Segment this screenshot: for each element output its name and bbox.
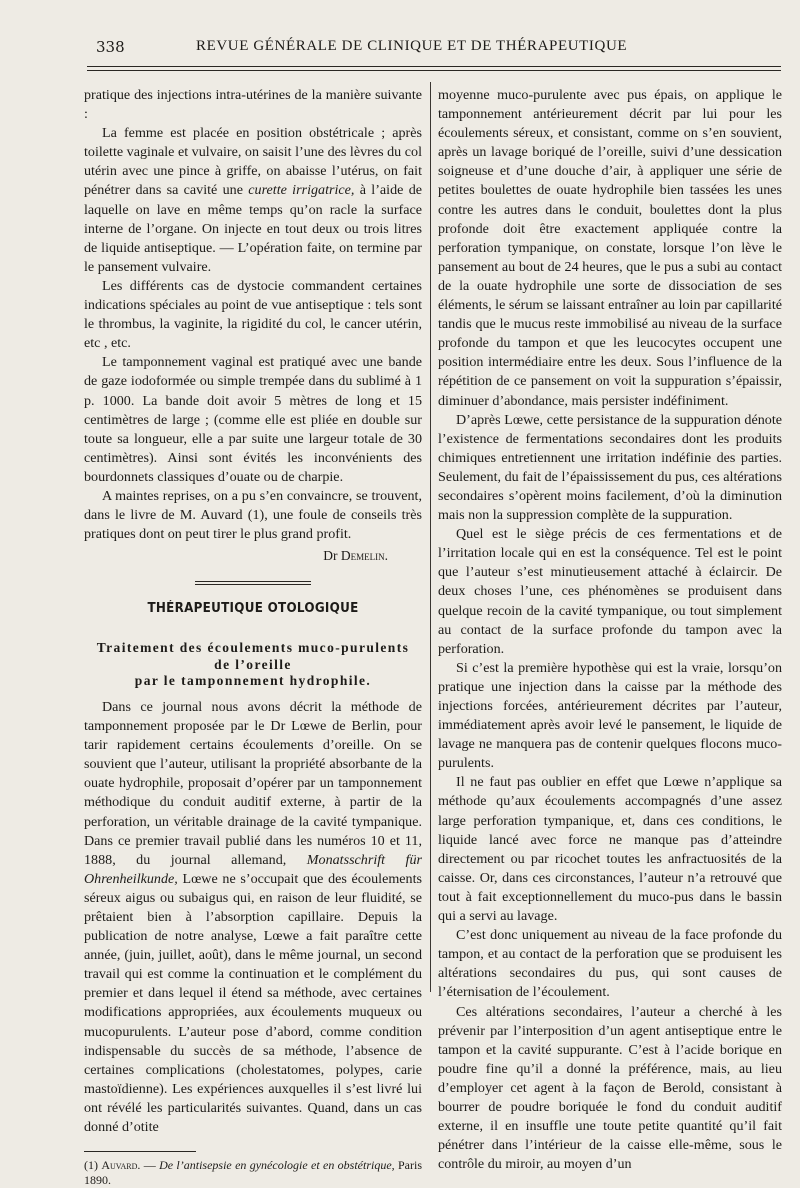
paragraph: Il ne faut pas oublier en effet que Lœwe n’applique sa méthode qu’aux écoulements accompagnés d’une assez large perforation tympanique, et, dans ces conditions, le liquide lancé avec force ne manque pas d’atteindre directement ou par ricochet toutes les anfractuosités de la caisse. Or, dans ces circonstances, l’auteur n’a retrouvé que tout à fait exceptionnellement du muco-pus dans le bassin qui a servi au lavage. xyxy=(438,774,782,925)
article-title-line: Traitement des écoulements muco-purulents xyxy=(96,640,410,656)
section-title: THÉRAPEUTIQUE OTOLOGIQUE xyxy=(147,601,359,617)
footnote-dash: — xyxy=(140,1158,160,1173)
section-divider-thin xyxy=(195,584,311,585)
paragraph: Les différents cas de dystocie commandent certaines indications spéciales au point de vue antiseptique : tels sont le thrombus, la vaginite, la rigidité du col, le cancer utérin, etc , etc. xyxy=(84,277,422,352)
text-run: La femme est placée en position obstétricale ; après toilette vaginale et vulvaire, on saisit l’une des lèvres du col utérin avec une pince à griffe, on abaisse l’utérus, on fait pénétrer dans sa cavité une xyxy=(84,125,422,199)
paragraph xyxy=(84,124,422,277)
paragraph: pratique des injections intra-utérines de la manière suivante : xyxy=(84,87,422,123)
text-run: à l’aide de laquelle on lave en même temps qu’on racle la surface interne de l’organe. On injecte en tout deux ou trois litres de liquide antiseptique. — L’opération faite, on termine par le pansement vulvaire. xyxy=(84,182,422,275)
footnote xyxy=(84,1158,422,1188)
text-run: Dans ce journal nous avons décrit la méthode de tamponnement proposée par le Dr Lœwe de Berlin, pour tarir rapidement certains écoulements d’oreille. On se souvient que l’auteur, utilisant la propriété absorbante de la ouate hydrophile, proposait d’opérer par un tamponnement méthodique du conduit auditif externe, à partir de la perforation, un véritable drainage de la cavité tympanique. Dans ce premier travail publié dans les numéros 10 et 11, 1888, du journal allemand, xyxy=(84,698,422,868)
paragraph: Le tamponnement vaginal est pratiqué avec une bande de gaze iodoformée ou simple trempée dans du sublimé à 1 p. 1000. La bande doit avoir 5 mètres de long et 15 centimètres de large ; (comme elle est pliée en double sur toute sa longueur, elle a par suite une largeur totale de 30 centimètres). Ainsi sont évités les inconvénients des bourdonnets classiques d’ouate ou de charpie. xyxy=(84,354,422,485)
footnote-title: De l’antisepsie en gynécologie et en obstétrique, xyxy=(159,1158,395,1173)
running-title: REVUE GÉNÉRALE DE CLINIQUE ET DE THÉRAPEUTIQUE xyxy=(196,38,628,54)
article-title-line: par le tamponnement hydrophile. xyxy=(134,673,372,689)
page-header xyxy=(84,38,784,64)
paragraph xyxy=(84,698,422,1137)
right-column xyxy=(438,86,782,1174)
author-signature xyxy=(84,546,422,565)
column-separator xyxy=(430,82,431,992)
page-number: 338 xyxy=(96,38,125,56)
paragraph: moyenne muco-purulente avec pus épais, on applique le tamponnement antérieurement décrit par lui pour les écoulements séreux, et consistant, comme on s’en souvient, après un lavage boriqué de l’oreille, suivi d’une dessication soigneuse et d’une douche d’air, à appliquer une série de petites boulettes de ouate hydrophile bien tassées les unes contre les autres dans le conduit, boulettes dont la plus profonde doit être exactement appliquée contre la perforation tympanique, on constate, lorsque l’on lève le pansement au bout de 24 heures, que le pus a subi au contact de la ouate hydrophile une sorte de dissociation de ses éléments, le sérum se laissant entraîner au loin par capillarité tandis que le mucus reste immobilisé au niveau de la surface profonde du tampon et que les leucocytes occupent une position intermédiaire entre les deux. Sous l’influence de la répétition de ce pansement on voit la suppuration s’épaissir, diminuer d’abondance, mais persister indéfiniment. xyxy=(438,87,782,409)
paragraph: A maintes reprises, on a pu s’en convaincre, se trouvent, dans le livre de M. Auvard (1), une foule de conseils très pratiques dont on peut tirer le plus grand profit. xyxy=(84,487,422,543)
footnote-place: Paris 1890. xyxy=(84,1158,423,1188)
left-column xyxy=(84,86,422,1188)
footnote-rule xyxy=(84,1151,196,1152)
signature-title: Dr xyxy=(323,548,341,564)
text-run: Lœwe ne s’occupait que des écoulements séreux aigus ou subaigus qui, en raison de leur fluidité, se prêtaient bien à l’absorption capillaire. Depuis la publication de notre analyse, Lœwe a fait paraître cette année, (juin, juillet, août), dans le même journal, un second travail qui est comme la continuation et le complément du premier et dans lequel il étend sa méthode, avec certaines modifications appropriées, aux écoulements muqueux ou mucopurulents. L’auteur pose d’abord, comme condition indispensable du succès de sa méthode, l’absence de certaines complications (cholestatomes, polypes, carie mastoïdienne). Les expériences auxquelles il s’est livré lui ont révélé les particularités suivantes. Quand, dans un cas donné d’otite xyxy=(84,870,422,1135)
italic-term: curette irrigatrice, xyxy=(248,182,355,199)
paragraph: Quel est le siège précis de ces fermentations et de l’irritation locale qui en est la conséquence. Tel est le point que l’auteur s’est minutieusement attaché à éclaircir. De deux choses l’une, ces phénomènes se produisent dans quelque recoin de la cavité tympanique, ou tout simplement au contact de la surface profonde du tampon avec la perforation. xyxy=(438,526,782,657)
section-divider xyxy=(195,581,311,582)
footnote-number: (1) xyxy=(84,1158,102,1173)
article-title-line: de l’oreille xyxy=(214,656,292,672)
paragraph: D’après Lœwe, cette persistance de la suppuration dénote l’existence de fermentations secondaires dont les produits chimiques entretiennent une irritation indéfinie des parties. Seulement, du fait de l’épaississement du pus, ces altérations secondaires s’opèrent moins facilement, d’où la diminution mais non la suppression complète de la suppuration. xyxy=(438,411,782,524)
paragraph: Si c’est la première hypothèse qui est la vraie, lorsqu’on pratique une injection dans la caisse par la méthode des injections forcées, antérieurement décrites par l’auteur, immédiatement après avoir levé le pansement, le liquide de lavage ne manquera pas de contenir quelques flocons muco-purulents. xyxy=(438,659,782,772)
header-rule xyxy=(87,66,781,67)
paragraph: C’est donc uniquement au niveau de la face profonde du tampon, et au contact de la perforation que se produisent les altérations secondaires du pus, qui sont causes de l’éternisation de l’écoulement. xyxy=(438,927,782,1001)
paragraph: Ces altérations secondaires, l’auteur a cherché à les prévenir par l’interposition d’un agent antiseptique entre le tampon et la cavité suppurante. C’est à l’acide borique en poudre fine qu’il a donné la préférence, mais, au lieu d’employer cet agent à la façon de Berold, consistant à bourrer de poudre boriquée le fond du conduit auditif externe, il en insuffle une toute petite quantité qu’il fait pénétrer dans l’intérieur de la caisse elle-même, sous le contrôle du miroir, au moyen d’un xyxy=(438,1003,782,1173)
footnote-author: Auvard. xyxy=(101,1158,141,1173)
italic-journal-title: Monatsschrift für Ohrenheilkunde, xyxy=(84,851,422,887)
header-rule-thin xyxy=(87,70,781,71)
article-title xyxy=(84,640,422,690)
signature-name: Demelin. xyxy=(340,548,388,564)
